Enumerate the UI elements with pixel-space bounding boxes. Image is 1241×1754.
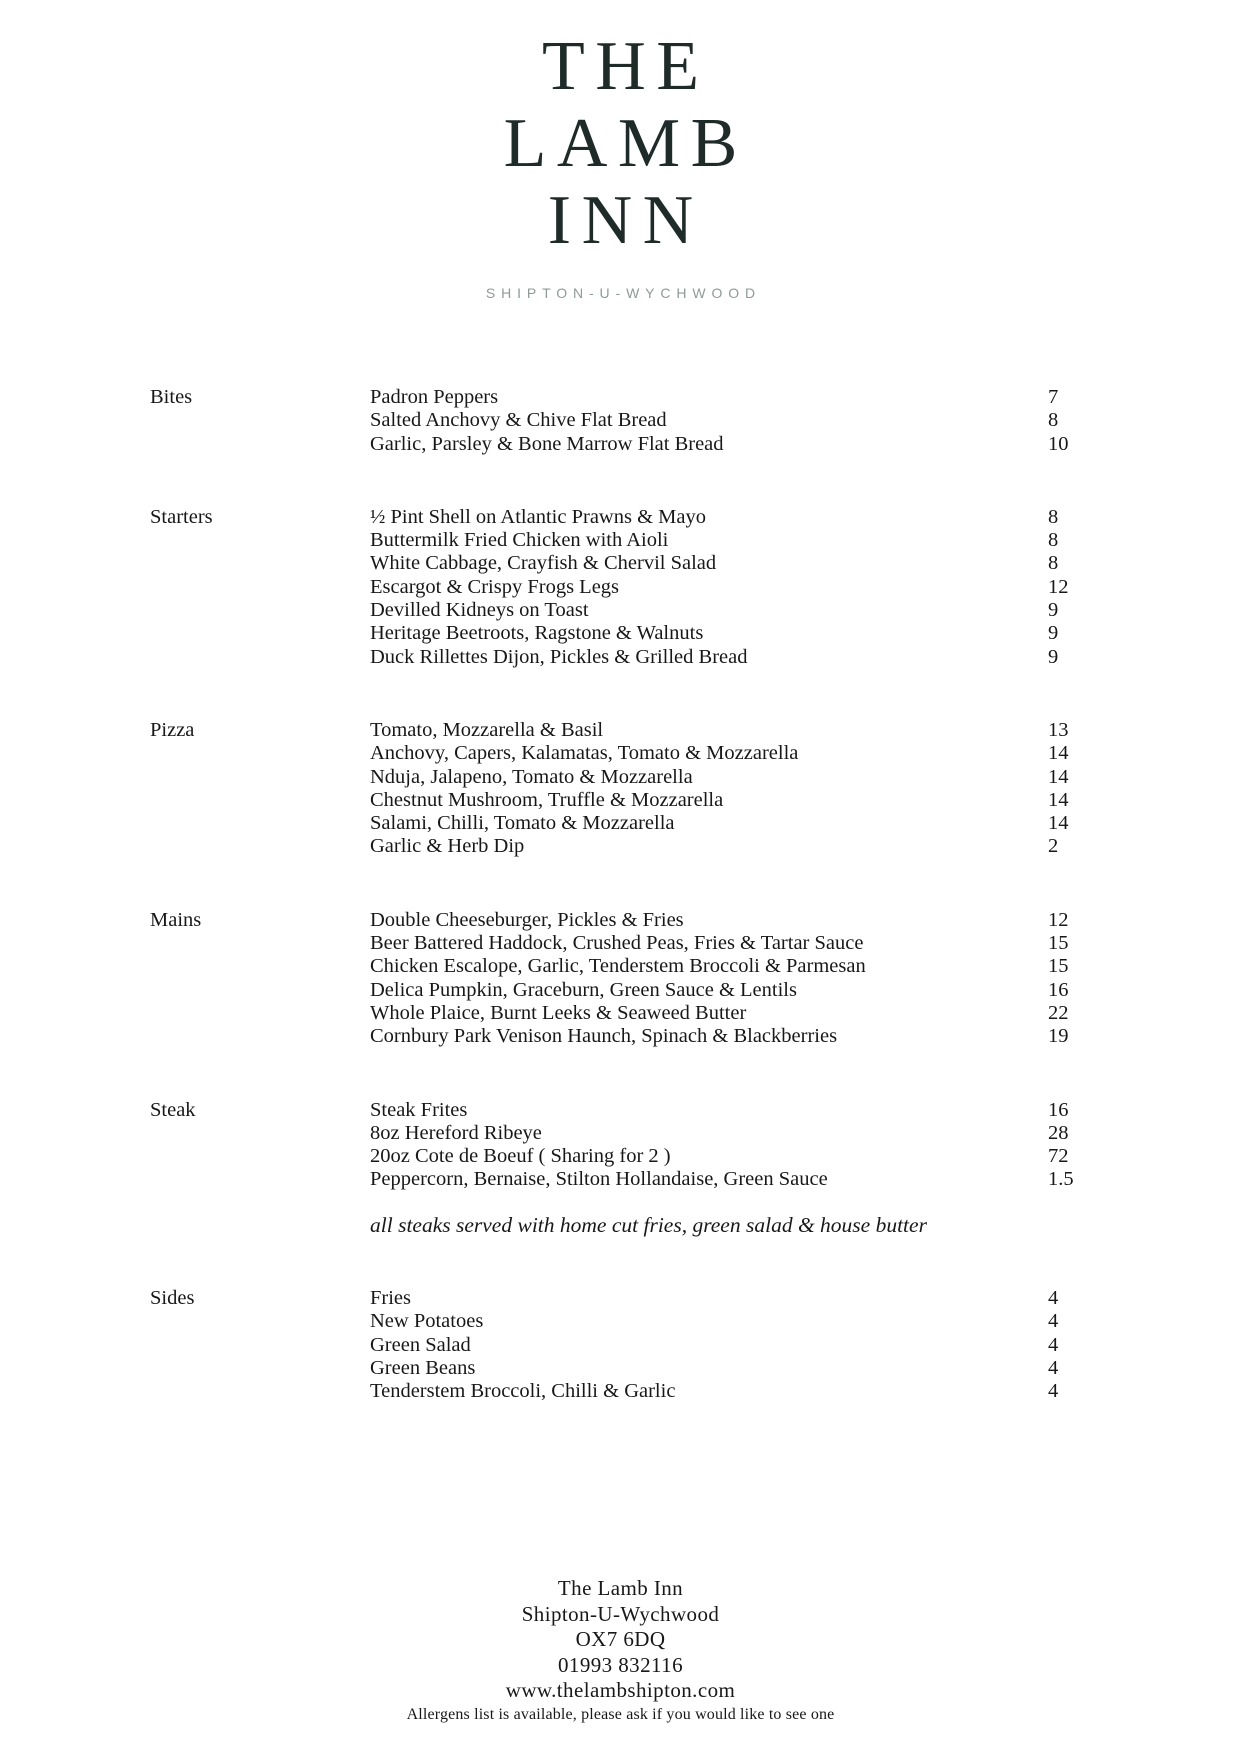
item-price: 16 — [1048, 1098, 1069, 1121]
item-price: 8 — [1048, 409, 1059, 432]
section-label: Starters — [150, 505, 213, 528]
item-price: 15 — [1048, 932, 1069, 955]
item-price: 14 — [1048, 812, 1069, 835]
menu-item — [370, 979, 1080, 1002]
item-price: 12 — [1048, 575, 1069, 598]
section-label: Pizza — [150, 718, 195, 741]
section-label: Bites — [150, 386, 193, 408]
item-name: Beer Battered Haddock, Crushed Peas, Fries & Tartar Sauce — [370, 932, 864, 955]
item-name: Anchovy, Capers, Kalamatas, Tomato & Mozzarella — [370, 742, 799, 765]
menu-body — [150, 386, 1080, 1404]
item-name: Nduja, Jalapeno, Tomato & Mozzarella — [370, 765, 693, 788]
item-price: 9 — [1048, 599, 1059, 622]
footer-website: www.thelambshipton.com — [505, 1678, 736, 1702]
menu-item — [370, 576, 1080, 599]
item-name: Fries — [370, 1287, 411, 1310]
menu-header — [0, 28, 1241, 301]
item-price: 14 — [1048, 788, 1069, 811]
menu-item — [370, 433, 1080, 456]
item-name: New Potatoes — [370, 1310, 484, 1333]
item-name: Salted Anchovy & Chive Flat Bread — [370, 409, 667, 432]
section-label: Steak — [150, 1098, 196, 1121]
location-subtitle: SHIPTON-U-WYCHWOOD — [485, 285, 761, 301]
item-name: Chestnut Mushroom, Truffle & Mozzarella — [370, 788, 724, 811]
menu-item — [370, 1310, 1080, 1333]
menu-item — [370, 955, 1080, 978]
item-price: 8 — [1048, 505, 1059, 528]
menu-item — [370, 1002, 1080, 1025]
item-name: Cornbury Park Venison Haunch, Spinach & Blackberries — [370, 1025, 838, 1048]
footer-town: Shipton-U-Wychwood — [521, 1601, 720, 1626]
item-name: Green Salad — [370, 1333, 471, 1356]
item-name: ½ Pint Shell on Atlantic Prawns & Mayo — [370, 505, 706, 528]
item-name: Devilled Kidneys on Toast — [370, 599, 589, 622]
item-name: 8oz Hereford Ribeye — [370, 1121, 542, 1144]
section-items — [370, 386, 1080, 456]
menu-item — [370, 1025, 1080, 1048]
item-price: 7 — [1048, 386, 1059, 408]
item-name: Garlic & Herb Dip — [370, 835, 525, 858]
item-price: 22 — [1048, 1001, 1069, 1024]
footer-postcode: OX7 6DQ — [575, 1627, 666, 1651]
item-price: 14 — [1048, 742, 1069, 765]
item-price: 8 — [1048, 552, 1059, 575]
menu-item — [370, 1357, 1080, 1380]
menu-item — [370, 386, 1080, 409]
logo-line-the: THE — [541, 28, 710, 105]
menu-item — [370, 622, 1080, 645]
menu-item — [370, 932, 1080, 955]
menu-item — [370, 552, 1080, 575]
item-price: 12 — [1048, 908, 1069, 931]
menu-item — [370, 909, 1080, 932]
menu-footer — [0, 1576, 1241, 1725]
menu-item — [370, 766, 1080, 789]
menu-item — [370, 742, 1080, 765]
item-name: Escargot & Crispy Frogs Legs — [370, 575, 620, 598]
menu-item — [370, 789, 1080, 812]
item-name: Delica Pumpkin, Graceburn, Green Sauce & Lentils — [370, 978, 797, 1001]
menu-item — [370, 529, 1080, 552]
item-price: 28 — [1048, 1121, 1069, 1144]
item-name: Chicken Escalope, Garlic, Tenderstem Broccoli & Parmesan — [370, 955, 866, 978]
item-name: Duck Rillettes Dijon, Pickles & Grilled Bread — [370, 645, 748, 668]
item-price: 72 — [1048, 1145, 1069, 1168]
item-price: 15 — [1048, 955, 1069, 978]
steak-note: all steaks served with home cut fries, green salad & house butter — [370, 1212, 927, 1237]
item-name: Salami, Chilli, Tomato & Mozzarella — [370, 812, 675, 835]
section-items — [370, 909, 1080, 1049]
menu-section-bites — [150, 386, 1080, 456]
item-price: 10 — [1048, 432, 1069, 455]
item-name: Whole Plaice, Burnt Leeks & Seaweed Butter — [370, 1001, 747, 1024]
item-price: 4 — [1048, 1310, 1059, 1333]
section-items — [370, 506, 1080, 669]
section-items — [370, 1287, 1080, 1403]
menu-item — [370, 1168, 1080, 1191]
item-price: 4 — [1048, 1356, 1059, 1379]
item-name: Padron Peppers — [370, 386, 499, 408]
footer-phone: 01993 832116 — [557, 1652, 683, 1677]
item-name: Heritage Beetroots, Ragstone & Walnuts — [370, 622, 704, 645]
item-price: 8 — [1048, 529, 1059, 552]
menu-section-sides — [150, 1287, 1080, 1403]
item-name: Tenderstem Broccoli, Chilli & Garlic — [370, 1380, 676, 1403]
menu-item — [370, 1145, 1080, 1168]
item-price: 2 — [1048, 835, 1059, 858]
menu-section-steak — [150, 1099, 1080, 1237]
menu-section-starters — [150, 506, 1080, 669]
menu-item — [370, 835, 1080, 858]
item-price: 9 — [1048, 622, 1059, 645]
item-price: 9 — [1048, 645, 1059, 668]
restaurant-logo — [0, 28, 1241, 259]
item-name: Garlic, Parsley & Bone Marrow Flat Bread — [370, 432, 724, 455]
item-name: Green Beans — [370, 1356, 476, 1379]
item-name: Buttermilk Fried Chicken with Aioli — [370, 529, 669, 552]
item-price: 1.5 — [1048, 1168, 1074, 1191]
item-price: 4 — [1048, 1380, 1059, 1403]
menu-section-pizza — [150, 719, 1080, 859]
section-label: Sides — [150, 1287, 195, 1310]
menu-item — [370, 1099, 1080, 1122]
item-name: Double Cheeseburger, Pickles & Fries — [370, 908, 684, 931]
menu-item — [370, 646, 1080, 669]
item-name: Tomato, Mozzarella & Basil — [370, 718, 604, 741]
menu-item — [370, 1122, 1080, 1145]
item-name: Steak Frites — [370, 1098, 468, 1121]
menu-item — [370, 409, 1080, 432]
menu-item — [370, 812, 1080, 835]
item-price: 19 — [1048, 1025, 1069, 1048]
item-price: 14 — [1048, 765, 1069, 788]
item-price: 4 — [1048, 1287, 1059, 1310]
menu-item — [370, 599, 1080, 622]
item-name: 20oz Cote de Boeuf ( Sharing for 2 ) — [370, 1145, 671, 1168]
item-price: 4 — [1048, 1333, 1059, 1356]
menu-section-mains — [150, 909, 1080, 1049]
item-name: White Cabbage, Crayfish & Chervil Salad — [370, 552, 717, 575]
item-price: 13 — [1048, 718, 1069, 741]
menu-item — [370, 1287, 1080, 1310]
menu-item — [370, 1380, 1080, 1403]
menu-item — [370, 719, 1080, 742]
item-price: 16 — [1048, 978, 1069, 1001]
menu-item — [370, 506, 1080, 529]
section-label: Mains — [150, 908, 202, 931]
logo-line-lamb: LAMB — [503, 105, 748, 182]
footer-restaurant-name: The Lamb Inn — [557, 1576, 684, 1600]
menu-item — [370, 1334, 1080, 1357]
section-items — [370, 719, 1080, 859]
section-items — [370, 1099, 1080, 1237]
logo-line-inn: INN — [547, 182, 704, 259]
item-name: Peppercorn, Bernaise, Stilton Hollandaise, Green Sauce — [370, 1168, 828, 1191]
footer-allergens-note: Allergens list is available, please ask if you would like to see one — [406, 1705, 835, 1723]
